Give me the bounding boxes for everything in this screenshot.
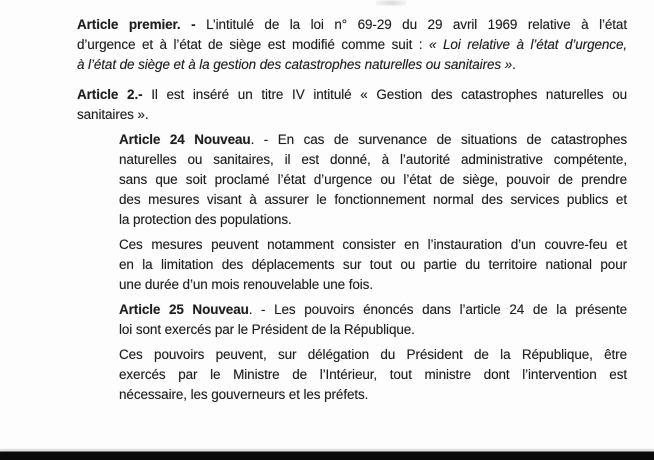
article-25-nouveau-line-1 — [119, 300, 627, 320]
text-segment: loi sont exercés par le Président de la République. — [119, 322, 415, 337]
bottom-black-bar — [0, 451, 654, 460]
text-segment: L’intitulé de la loi n° 69-29 du 29 avril 1969 relative à l’état — [206, 17, 627, 32]
article-premier-line-1 — [77, 15, 627, 35]
scan-smudge-artifact — [376, 0, 406, 6]
delegation-paragraph-line-1 — [119, 345, 627, 365]
article-24-nouveau — [119, 130, 627, 230]
text-segment: la protection des populations. — [119, 212, 292, 227]
article-2-line-2 — [77, 105, 627, 125]
text-segment: nécessaire, les gouverneurs et les préfets. — [119, 387, 369, 402]
couvre-feu-paragraph-line-2 — [119, 255, 627, 275]
document-body — [77, 15, 627, 410]
text-segment: à l’état de siège et à la gestion des catastrophes naturelles ou sanitaires » — [77, 57, 513, 72]
text-segment: d’urgence et à l’état de siège est modifié comme suit : — [77, 37, 430, 52]
couvre-feu-paragraph — [119, 235, 627, 295]
text-segment: Il est inséré un titre IV intitulé « Gestion des catastrophes naturelles ou — [151, 87, 628, 102]
delegation-paragraph — [119, 345, 627, 405]
delegation-paragraph-line-3 — [119, 385, 627, 405]
text-segment: . - En cas de survenance de situations de catastrophes — [250, 132, 627, 147]
text-segment: en la limitation des déplacements sur tout ou partie du territoire national pour — [119, 257, 627, 272]
text-segment: Article 2.- — [77, 87, 152, 102]
text-segment: sans que soit proclamé l’état d’urgence ou l’état de siège, pouvoir de prendre — [119, 172, 627, 187]
text-segment: naturelles ou sanitaires, il est donné, à l’autorité administrative compétente, — [119, 152, 627, 167]
article-premier-line-3 — [77, 55, 627, 75]
article-premier — [77, 15, 627, 75]
text-segment: . — [512, 57, 516, 72]
article-2 — [77, 85, 627, 125]
article-25-nouveau — [119, 300, 627, 340]
delegation-paragraph-line-2 — [119, 365, 627, 385]
couvre-feu-paragraph-line-3 — [119, 275, 627, 295]
article-2-line-1 — [77, 85, 627, 105]
couvre-feu-paragraph-line-1 — [119, 235, 627, 255]
text-segment: . - Les pouvoirs énoncés dans l’article 24 de la présente — [248, 302, 627, 317]
article-premier-line-2 — [77, 35, 627, 55]
text-segment: Article 25 Nouveau — [119, 302, 249, 317]
text-segment: Ces pouvoirs peuvent, sur délégation du Président de la République, être — [119, 347, 627, 362]
text-segment: une durée d’un mois renouvelable une fois. — [119, 277, 373, 292]
text-segment: Ces mesures peuvent notamment consister en l’instauration d’un couvre-feu et — [119, 237, 627, 252]
text-segment: « Loi relative à l’état d’urgence, — [429, 37, 627, 52]
text-segment: sanitaires ». — [77, 107, 149, 122]
text-segment: Article 24 Nouveau — [119, 132, 251, 147]
article-24-nouveau-line-1 — [119, 130, 627, 150]
article-25-nouveau-line-2 — [119, 320, 627, 340]
article-24-nouveau-line-2 — [119, 150, 627, 170]
text-segment: exercés par le Ministre de l’Intérieur, tout ministre dont l’intervention est — [119, 367, 627, 382]
article-24-nouveau-line-4 — [119, 190, 627, 210]
article-24-nouveau-line-3 — [119, 170, 627, 190]
text-segment: des mesures visant à assurer le fonctionnement normal des services publics et — [119, 192, 627, 207]
article-24-nouveau-line-5 — [119, 210, 627, 230]
text-segment: Article premier. - — [77, 17, 207, 32]
